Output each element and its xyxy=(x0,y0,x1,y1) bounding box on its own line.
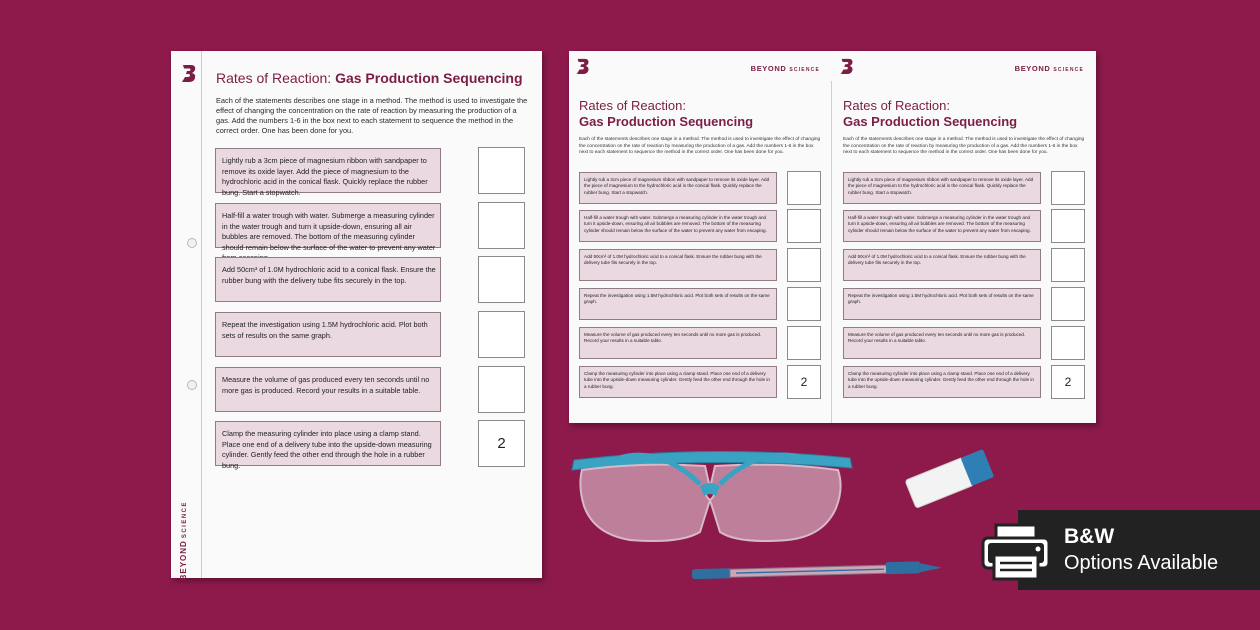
step-text: Lightly rub a 3cm piece of magnesium ribbon with sandpaper to remove its oxide layer. Add the piece of magnesium to the hydrochloric acid in the conical flask. Quickly replace the rubber bung. Start a stopwatch. xyxy=(579,172,777,204)
answer-box[interactable]: 2 xyxy=(787,365,821,399)
step-text: Repeat the investigation using 1.5M hydrochloric acid. Plot both sets of results on the same graph. xyxy=(579,288,777,320)
step-text: Clamp the measuring cylinder into place using a clamp stand. Place one end of a delivery tube into the upside-down measuring cylinder. Gently feed the other end through the hole in a rubber bung. xyxy=(215,421,441,466)
brand-name: BEYOND xyxy=(179,540,188,581)
printer-icon xyxy=(980,522,1052,582)
side-brand xyxy=(179,501,193,621)
safety-goggles-icon xyxy=(560,436,860,551)
answer-box[interactable] xyxy=(1051,248,1085,282)
title-prefix: Rates of Reaction: xyxy=(579,98,686,113)
eraser-icon xyxy=(894,440,1004,520)
badge-title: B&W xyxy=(1064,525,1115,548)
answer-box[interactable] xyxy=(1051,326,1085,360)
answer-box[interactable] xyxy=(1051,209,1085,243)
answer-box[interactable] xyxy=(787,171,821,205)
title-prefix: Rates of Reaction: xyxy=(843,98,950,113)
answer-box[interactable]: 2 xyxy=(1051,365,1085,399)
answer-box[interactable] xyxy=(478,311,525,358)
step-text: Half-fill a water trough with water. Submerge a measuring cylinder in the water trough and turn it upside-down, ensuring all air bubbles are removed. The bottom of the measuring cylinder should remain below the surface of the water to prevent any water xyxy=(215,203,441,248)
step-text: Half-fill a water trough with water. Submerge a measuring cylinder in the water trough and turn it upside-down, ensuring all air bubbles are removed. The bottom of the measuring cylinder should remain below the surface of the water to prevent any water from escaping. xyxy=(843,210,1041,242)
bw-options-badge xyxy=(1018,510,1260,590)
title-prefix: Rates of Reaction: xyxy=(216,70,332,86)
brand-header xyxy=(751,64,820,73)
answer-box[interactable] xyxy=(787,326,821,360)
worksheet-left xyxy=(171,51,542,581)
worksheet-page xyxy=(833,51,1096,423)
step-text: Add 50cm³ of 1.0M hydrochloric acid to a conical flask. Ensure the rubber bung with the delivery tube fits securely in the top. xyxy=(579,249,777,281)
brand-name: BEYOND xyxy=(750,64,787,73)
badge-subtitle: Options Available xyxy=(1064,552,1219,574)
title-main: Gas Production Sequencing xyxy=(335,70,523,86)
answer-box[interactable] xyxy=(787,248,821,282)
pen-icon xyxy=(686,558,946,588)
step-text: Repeat the investigation using 1.5M hydrochloric acid. Plot both sets of results on the same graph. xyxy=(215,312,441,357)
worksheet-title xyxy=(216,70,523,86)
punch-hole xyxy=(187,380,197,390)
answer-box[interactable] xyxy=(1051,287,1085,321)
step-text: Lightly rub a 3cm piece of magnesium ribbon with sandpaper to remove its oxide layer. Add the piece of magnesium to the hydrochloric acid in the conical flask. Quickly replace the rubber bung. Start a stopwatch. xyxy=(843,172,1041,204)
brand-sub: SCIENCE xyxy=(789,67,820,73)
beyond-logo-icon xyxy=(180,63,198,83)
answer-box[interactable] xyxy=(478,147,525,194)
step-text: Clamp the measuring cylinder into place using a clamp stand. Place one end of a delivery tube into the upside-down measuring cylinder. Gently feed the other end through the hole in a rubber bung. xyxy=(579,366,777,398)
step-text: Clamp the measuring cylinder into place using a clamp stand. Place one end of a delivery tube into the upside-down measuring cylinder. Gently feed the other end through the hole in a rubber bung. xyxy=(843,366,1041,398)
step-text: Measure the volume of gas produced every ten seconds until no more gas is produced. Record your results in a suitable table. xyxy=(215,367,441,412)
title-main: Gas Production Sequencing xyxy=(579,114,754,129)
brand-sub: SCIENCE xyxy=(1053,67,1084,73)
step-text: Half-fill a water trough with water. Submerge a measuring cylinder in the water trough and turn it upside-down, ensuring all air bubbles are removed. The bottom of the measuring cylinder should remain below the surface of the water to prevent any water from escaping. xyxy=(579,210,777,242)
step-text: Add 50cm³ of 1.0M hydrochloric acid to a conical flask. Ensure the rubber bung with the delivery tube fits securely in the top. xyxy=(215,257,441,302)
brand-sub: SCIENCE xyxy=(182,501,188,539)
beyond-logo-icon xyxy=(839,57,855,75)
step-text: Repeat the investigation using 1.5M hydrochloric acid. Plot both sets of results on the same graph. xyxy=(843,288,1041,320)
step-text: Lightly rub a 3cm piece of magnesium ribbon with sandpaper to remove its oxide layer. Add the piece of magnesium to the hydrochloric acid in the conical flask. Quickly replace the rubber bung. Start a stopwatch. xyxy=(215,148,441,193)
punch-hole xyxy=(187,238,197,248)
brand-name: BEYOND xyxy=(1014,64,1051,73)
answer-box[interactable]: 2 xyxy=(478,420,525,467)
step-text: Measure the volume of gas produced every ten seconds until no more gas is produced. Record your results in a suitable table. xyxy=(843,327,1041,359)
step-text: Measure the volume of gas produced every ten seconds until no more gas is produced. Record your results in a suitable table. xyxy=(579,327,777,359)
worksheet-intro: Each of the statements describes one stage in a method. The method is used to investigate the effect of changing the concentration on the rate of reaction by measuring the production of a gas. Add the numbers 1-6 in the box next to each statement to sequence the method in the correct order. One has been done for you. xyxy=(216,96,528,135)
answer-box[interactable] xyxy=(787,287,821,321)
answer-box[interactable] xyxy=(478,366,525,413)
brand-header xyxy=(1015,64,1084,73)
answer-box[interactable] xyxy=(787,209,821,243)
worksheet-page xyxy=(569,51,832,423)
answer-box[interactable] xyxy=(1051,171,1085,205)
step-text: Add 50cm³ of 1.0M hydrochloric acid to a conical flask. Ensure the rubber bung with the delivery tube fits securely in the top. xyxy=(843,249,1041,281)
answer-box[interactable] xyxy=(478,256,525,303)
worksheet-intro: Each of the statements describes one stage in a method. The method is used to investigate the effect of changing the concentration on the rate of reaction by measuring the production of a gas. Add the numbers 1-6 in the box next to each statement to sequence the method in the correct order. One has been done for you. xyxy=(579,137,821,156)
beyond-logo-icon xyxy=(575,57,591,75)
answer-box[interactable] xyxy=(478,202,525,249)
worksheet-intro: Each of the statements describes one stage in a method. The method is used to investigate the effect of changing the concentration on the rate of reaction by measuring the production of a gas. Add the numbers 1-6 in the box next to each statement to sequence the method in the correct order. One has been done for you. xyxy=(843,137,1085,156)
margin-line xyxy=(201,51,202,578)
title-main: Gas Production Sequencing xyxy=(843,114,1018,129)
worksheet-double xyxy=(569,51,1096,423)
